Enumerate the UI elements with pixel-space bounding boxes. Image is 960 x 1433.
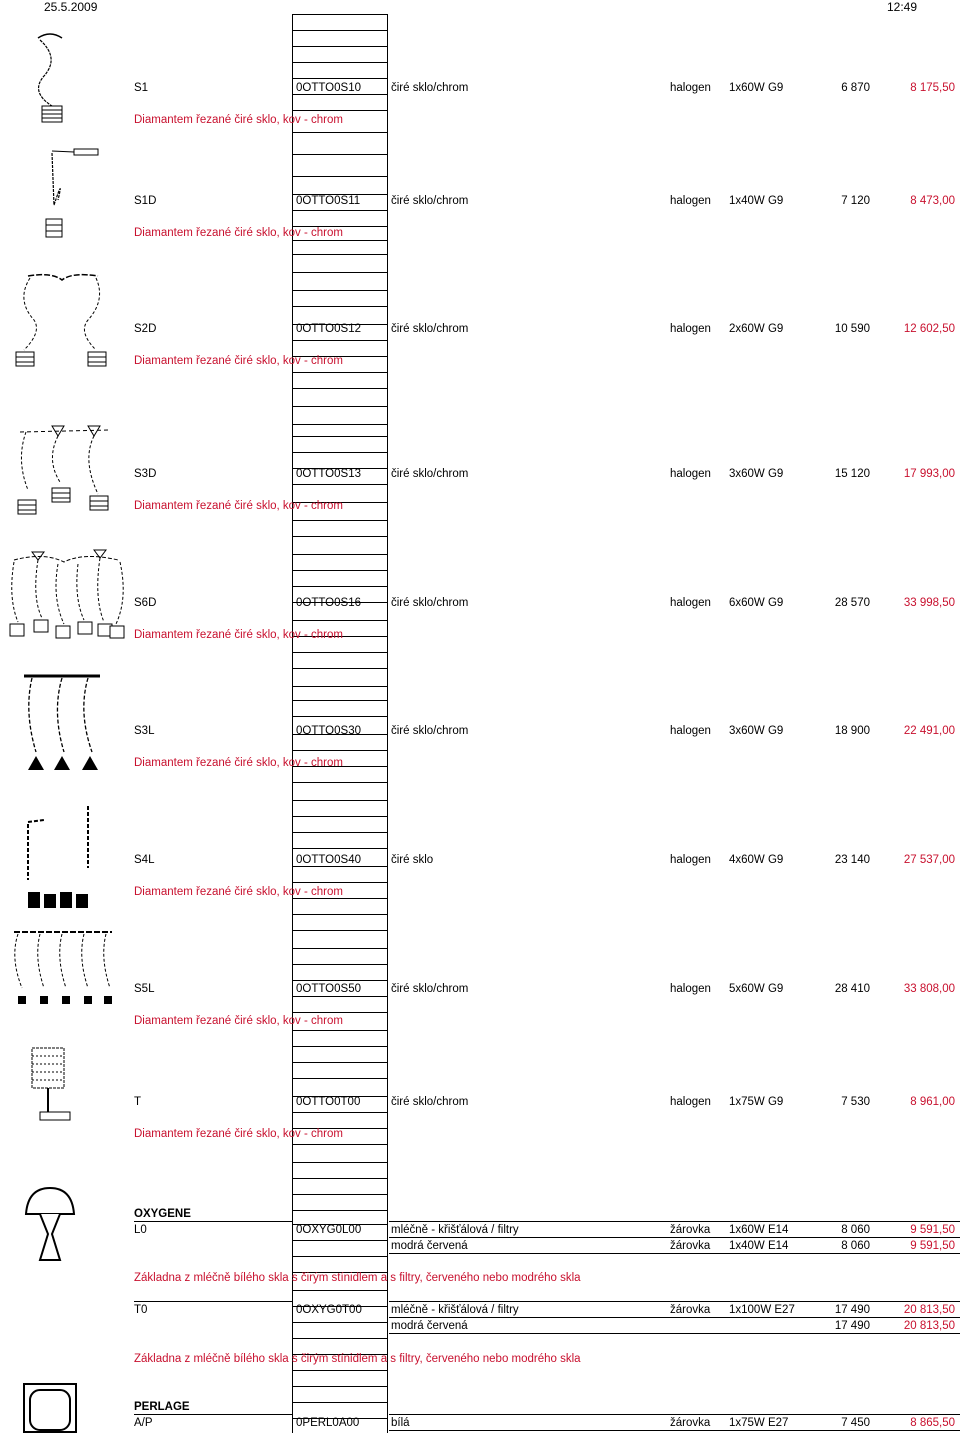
light-source: halogen [670, 195, 711, 207]
section-title-oxygene: OXYGENE [134, 1208, 191, 1220]
price-with-vat: 8 175,50 [910, 82, 955, 94]
row-rule [134, 1301, 292, 1302]
perlage-lamp-icon [20, 1380, 80, 1433]
code-grid-cell [292, 154, 388, 176]
code-grid-cell [292, 1194, 388, 1210]
code-grid-cell [292, 686, 388, 700]
light-source: halogen [670, 468, 711, 480]
product-description: Diamantem řezané čiré sklo, kov - chrom [134, 500, 343, 512]
code-grid-cell [292, 1144, 388, 1162]
product-material: čiré sklo/chrom [391, 983, 469, 995]
code-grid-cell [292, 272, 388, 290]
code-grid-cell [292, 1062, 388, 1078]
code-grid-cell [292, 1322, 388, 1338]
code-grid-cell [292, 406, 388, 424]
row-rule [389, 1317, 960, 1318]
code-grid-cell [292, 652, 388, 668]
triple-linear-pendant-icon [22, 672, 102, 772]
product-name: S6D [134, 597, 157, 609]
oxygene-lamp-icon [22, 1184, 78, 1264]
row-rule [134, 1221, 292, 1222]
product-description: Základna z mléčně bílého skla s čirým stínidlem a s filtry, červeného nebo modrého skla [134, 1272, 581, 1284]
table-lamp-icon [26, 1044, 76, 1124]
bulb-power: 6x60W G9 [729, 597, 784, 609]
print-time: 12:49 [887, 0, 918, 14]
code-grid-cell [292, 176, 388, 194]
single-pendant-icon [30, 28, 75, 128]
price-without-vat: 8 060 [841, 1240, 870, 1252]
section-title-perlage: PERLAGE [134, 1401, 190, 1413]
code-grid-cell [292, 816, 388, 832]
price-without-vat: 15 120 [834, 468, 870, 480]
price-without-vat: 17 490 [834, 1320, 870, 1332]
bulb-power: 2x60W G9 [729, 323, 784, 335]
bulb-power: 1x60W G9 [729, 82, 784, 94]
code-grid-cell [292, 372, 388, 388]
code-grid-cell [292, 898, 388, 914]
light-source: halogen [670, 82, 711, 94]
product-code: 0OTTO0S11 [296, 195, 361, 207]
code-grid-cell [292, 930, 388, 948]
product-name: S3L [134, 725, 155, 737]
code-grid-cell [292, 914, 388, 930]
code-grid-cell [292, 800, 388, 816]
light-source: žárovka [670, 1240, 711, 1252]
price-without-vat: 28 410 [834, 983, 870, 995]
light-source: halogen [670, 1096, 711, 1108]
code-grid-cell [292, 1370, 388, 1386]
product-name: S1 [134, 82, 149, 94]
product-material: čiré sklo/chrom [391, 468, 469, 480]
product-code: 0OTTO0S13 [296, 468, 361, 480]
code-grid-cell [292, 520, 388, 536]
row-rule [389, 1333, 960, 1334]
product-name: T [134, 1096, 142, 1108]
code-grid-cell [292, 94, 388, 110]
product-code: 0OTTO0T00 [296, 1096, 361, 1108]
product-material: čiré sklo/chrom [391, 1096, 469, 1108]
row-rule [134, 1414, 292, 1415]
bulb-power: 1x40W G9 [729, 195, 784, 207]
price-without-vat: 8 060 [841, 1224, 870, 1236]
code-grid-cell [292, 210, 388, 226]
price-with-vat: 8 473,00 [910, 195, 955, 207]
code-grid-cell [292, 1078, 388, 1096]
product-description: Diamantem řezané čiré sklo, kov - chrom [134, 886, 343, 898]
code-grid-cell [292, 240, 388, 254]
product-description: Diamantem řezané čiré sklo, kov - chrom [134, 1128, 343, 1140]
code-grid-cell [292, 554, 388, 570]
product-material: čiré sklo/chrom [391, 195, 469, 207]
price-with-vat: 20 813,50 [903, 1304, 955, 1316]
light-source: halogen [670, 854, 711, 866]
light-source: halogen [670, 725, 711, 737]
price-with-vat: 22 491,00 [903, 725, 955, 737]
code-grid-cell [292, 254, 388, 272]
product-material: čiré sklo/chrom [391, 82, 469, 94]
product-material: modrá červená [391, 1240, 468, 1252]
code-grid-cell [292, 700, 388, 716]
price-with-vat: 33 808,00 [903, 983, 955, 995]
code-grid-cell [292, 832, 388, 848]
code-grid-cell [292, 668, 388, 686]
price-without-vat: 10 590 [834, 323, 870, 335]
product-description: Diamantem řezané čiré sklo, kov - chrom [134, 355, 343, 367]
product-name: A/P [134, 1417, 153, 1429]
product-name: S1D [134, 195, 157, 207]
bulb-power: 5x60W G9 [729, 983, 784, 995]
row-rule [389, 1253, 960, 1254]
code-grid-cell [292, 46, 388, 62]
bulb-power: 1x100W E27 [729, 1304, 795, 1316]
price-with-vat: 17 993,00 [903, 468, 955, 480]
row-rule [389, 1237, 960, 1238]
light-source: halogen [670, 323, 711, 335]
code-grid-cell [292, 782, 388, 800]
light-source: žárovka [670, 1304, 711, 1316]
code-grid-cell [292, 436, 388, 452]
bulb-power: 1x75W E27 [729, 1417, 789, 1429]
code-grid-cell [292, 570, 388, 586]
product-code: 0OTTO0S16 [296, 597, 361, 609]
row-rule [389, 1430, 960, 1431]
product-code: 0OTTO0S40 [296, 854, 361, 866]
code-grid-cell [292, 1046, 388, 1062]
code-grid-cell [292, 1210, 388, 1224]
product-material: čiré sklo/chrom [391, 323, 469, 335]
code-grid-cell [292, 964, 388, 980]
code-grid-cell [292, 1240, 388, 1256]
light-source: halogen [670, 597, 711, 609]
price-with-vat: 9 591,50 [910, 1224, 955, 1236]
price-with-vat: 8 961,00 [910, 1096, 955, 1108]
bulb-power: 1x40W E14 [729, 1240, 789, 1252]
code-grid-cell [292, 1386, 388, 1402]
code-grid-cell [292, 30, 388, 46]
price-without-vat: 7 120 [841, 195, 870, 207]
quad-linear-pendant-icon [24, 800, 100, 912]
price-without-vat: 28 570 [834, 597, 870, 609]
price-with-vat: 8 865,50 [910, 1417, 955, 1429]
product-name: T0 [134, 1304, 148, 1316]
product-description: Základna z mléčně bílého skla s čirým stínidlem a s filtry, červeného nebo modrého skla [134, 1353, 581, 1365]
bulb-power: 1x75W G9 [729, 1096, 784, 1108]
product-material: čiré sklo/chrom [391, 597, 469, 609]
code-grid-cell [292, 996, 388, 1012]
row-rule [389, 1414, 960, 1415]
print-date: 25.5.2009 [44, 0, 98, 14]
product-name: S5L [134, 983, 155, 995]
double-pendant-icon [12, 270, 108, 372]
product-description: Diamantem řezané čiré sklo, kov - chrom [134, 227, 343, 239]
code-grid-cell [292, 1256, 388, 1272]
price-without-vat: 7 530 [841, 1096, 870, 1108]
price-without-vat: 7 450 [841, 1417, 870, 1429]
code-grid-cell [292, 62, 388, 78]
row-rule [389, 1301, 960, 1302]
light-source: žárovka [670, 1224, 711, 1236]
product-description: Diamantem řezané čiré sklo, kov - chrom [134, 757, 343, 769]
product-code: 0OXYG0T00 [296, 1304, 362, 1316]
code-grid-cell [292, 132, 388, 154]
code-grid-cell [292, 1112, 388, 1128]
product-material: čiré sklo/chrom [391, 725, 469, 737]
product-material: čiré sklo [391, 854, 434, 866]
bulb-power: 3x60W G9 [729, 468, 784, 480]
product-code: 0OTTO0S10 [296, 82, 361, 94]
product-name: S4L [134, 854, 155, 866]
price-without-vat: 18 900 [834, 725, 870, 737]
light-source: halogen [670, 983, 711, 995]
code-grid-cell [292, 424, 388, 436]
code-grid-cell [292, 536, 388, 554]
product-code: 0OXYG0L00 [296, 1224, 362, 1236]
price-without-vat: 6 870 [841, 82, 870, 94]
product-description: Diamantem řezané čiré sklo, kov - chrom [134, 1015, 343, 1027]
bulb-power: 1x60W E14 [729, 1224, 789, 1236]
light-source: žárovka [670, 1417, 711, 1429]
product-material: modrá červená [391, 1320, 468, 1332]
code-grid-cell [292, 388, 388, 406]
product-code: 0OTTO0S50 [296, 983, 361, 995]
price-with-vat: 33 998,50 [903, 597, 955, 609]
product-code: 0OTTO0S12 [296, 323, 361, 335]
row-rule [389, 1221, 960, 1222]
triple-pendant-icon [12, 420, 112, 520]
price-with-vat: 9 591,50 [910, 1240, 955, 1252]
product-material: bílá [391, 1417, 410, 1429]
price-without-vat: 23 140 [834, 854, 870, 866]
code-grid-cell [292, 1030, 388, 1046]
code-grid-cell [292, 290, 388, 306]
product-description: Diamantem řezané čiré sklo, kov - chrom [134, 629, 343, 641]
product-material: mléčně - křišťálová / filtry [391, 1304, 519, 1316]
code-grid-cell [292, 948, 388, 964]
price-with-vat: 12 602,50 [903, 323, 955, 335]
code-grid-cell [292, 866, 388, 882]
price-without-vat: 17 490 [834, 1304, 870, 1316]
code-grid-cell [292, 452, 388, 468]
product-code: 0OTTO0S30 [296, 725, 361, 737]
product-name: S2D [134, 323, 157, 335]
single-pendant-canopy-icon [40, 145, 102, 240]
price-with-vat: 27 537,00 [903, 854, 955, 866]
product-description: Diamantem řezané čiré sklo, kov - chrom [134, 114, 343, 126]
bulb-power: 3x60W G9 [729, 725, 784, 737]
code-grid-cell [292, 1162, 388, 1178]
product-name: S3D [134, 468, 157, 480]
five-linear-pendant-icon [6, 928, 116, 1008]
product-code: 0PERL0A00 [296, 1417, 360, 1429]
product-material: mléčně - křišťálová / filtry [391, 1224, 519, 1236]
six-pendant-icon [4, 548, 128, 642]
product-name: L0 [134, 1224, 147, 1236]
code-grid-cell [292, 14, 388, 30]
bulb-power: 4x60W G9 [729, 854, 784, 866]
price-with-vat: 20 813,50 [903, 1320, 955, 1332]
code-grid-cell [292, 1178, 388, 1194]
